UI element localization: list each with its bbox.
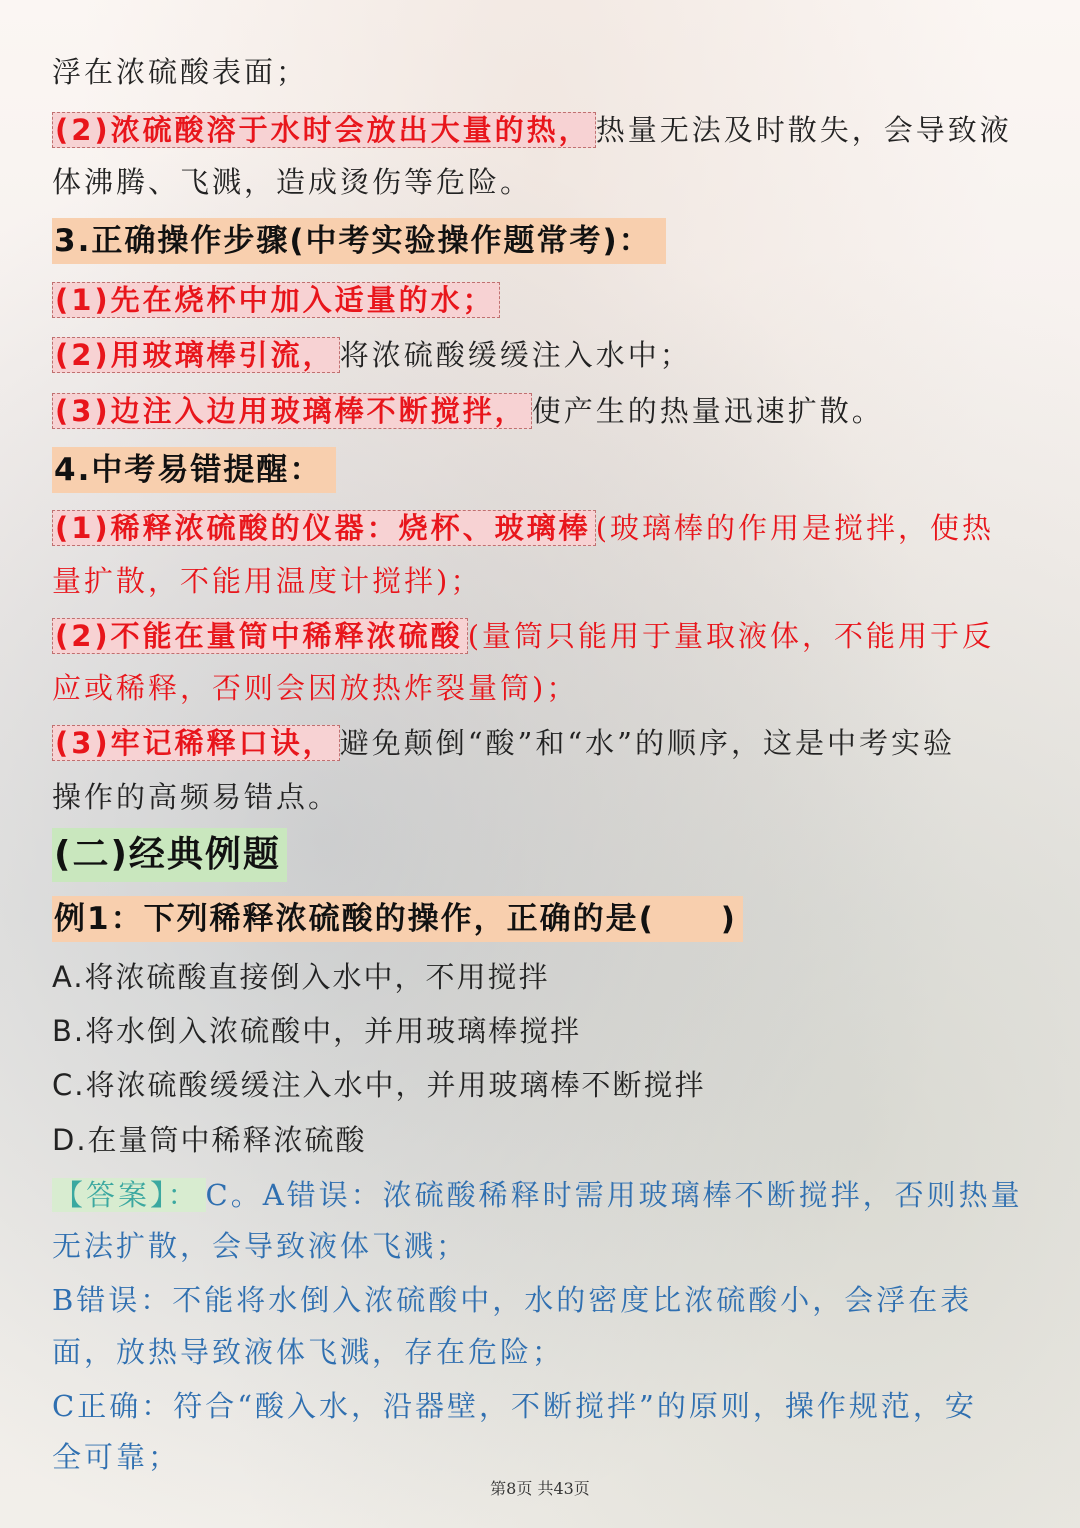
- error-3-cont: 操作的高频易错点。: [52, 780, 341, 814]
- section-title: (二)经典例题: [52, 828, 287, 882]
- text-line: (2)浓硫酸溶于水时会放出大量的热， 热量无法及时散失，会导致液: [52, 110, 1032, 150]
- answer-line: B错误：不能将水倒入浓硫酸中，水的密度比浓硫酸小，会浮在表: [52, 1283, 973, 1317]
- answer-line: 面，放热导致液体飞溅，存在危险；: [52, 1335, 565, 1369]
- answer-line: C正确：符合“酸入水，沿器壁，不断搅拌”的原则，操作规范，安: [52, 1389, 977, 1423]
- page-number: 第8页 共43页: [490, 1479, 590, 1498]
- answer-tag: 【答案】：: [52, 1178, 206, 1212]
- text-line: 浮在浓硫酸表面；: [52, 55, 309, 89]
- error-2: (2)不能在量筒中稀释浓硫酸 (量筒只能用于量取液体，不能用于反: [52, 616, 1032, 656]
- step-1: (1)先在烧杯中加入适量的水；: [52, 280, 1032, 320]
- step-2: (2)用玻璃棒引流， 将浓硫酸缓缓注入水中；: [52, 335, 1032, 375]
- error-2-cont: 应或稀释，否则会因放热炸裂量筒)；: [52, 671, 579, 705]
- question-title: 例1：下列稀释浓硫酸的操作，正确的是( ): [52, 896, 743, 942]
- option-b: B.将水倒入浓硫酸中，并用玻璃棒搅拌: [52, 1014, 582, 1048]
- step-3: (3)边注入边用玻璃棒不断搅拌， 使产生的热量迅速扩散。: [52, 391, 1032, 431]
- text-line: 体沸腾、飞溅，造成烫伤等危险。: [52, 165, 533, 199]
- heading-4: 4.中考易错提醒：: [52, 447, 336, 493]
- option-c: C.将浓硫酸缓缓注入水中，并用玻璃棒不断搅拌: [52, 1068, 706, 1102]
- key-point-highlight: (2)浓硫酸溶于水时会放出大量的热，: [52, 112, 596, 148]
- answer-line: 全可靠；: [52, 1440, 181, 1474]
- error-1-cont: 量扩散，不能用温度计搅拌)；: [52, 564, 483, 598]
- option-a: A.将浓硫酸直接倒入水中，不用搅拌: [52, 960, 550, 994]
- error-1: (1)稀释浓硫酸的仪器：烧杯、玻璃棒 (玻璃棒的作用是搅拌，使热: [52, 508, 1032, 548]
- answer-line: 【答案】： C。A错误：浓硫酸稀释时需用玻璃棒不断搅拌，否则热量: [54, 1178, 1023, 1212]
- error-3: (3)牢记稀释口诀， 避免颠倒“酸”和“水”的顺序，这是中考实验: [52, 723, 1032, 763]
- option-d: D.在量筒中稀释浓硫酸: [52, 1123, 367, 1157]
- answer-line: 无法扩散，会导致液体飞溅；: [52, 1229, 469, 1263]
- heading-3: 3.正确操作步骤(中考实验操作题常考)：: [52, 218, 666, 264]
